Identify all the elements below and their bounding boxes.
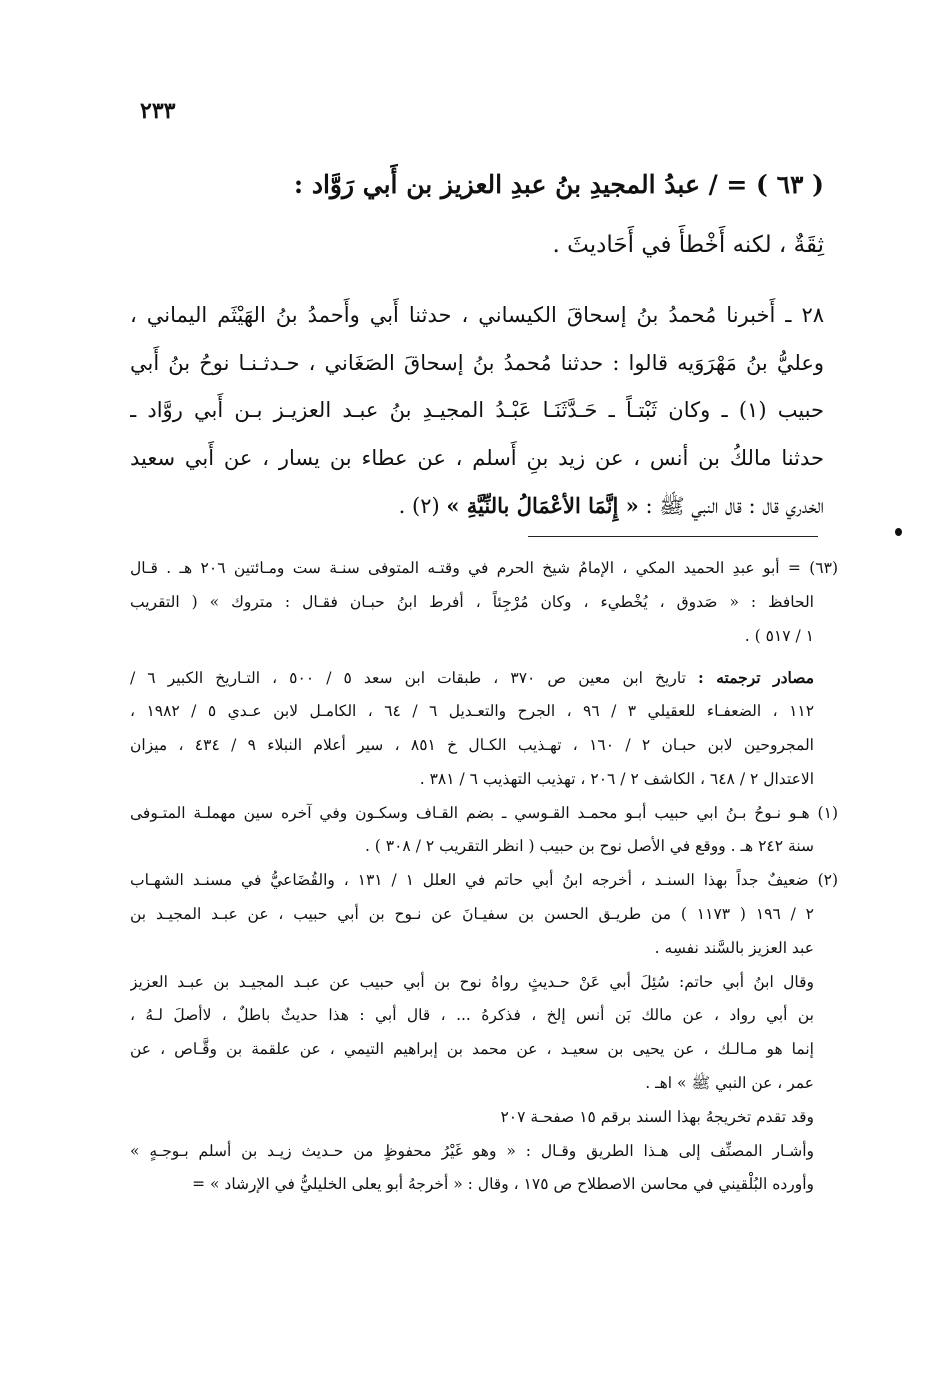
hadith-paragraph <box>130 292 824 530</box>
sources-line: المجروحين لابن حبـان ٢ / ١٦٠ ، تهـذيب الكـال خ ٨٥١ ، سير أعلام النبلاء ٩ / ٤٣٤ ، ميزان <box>130 735 814 754</box>
note-line: ١ / ٥١٧ ) . <box>744 626 814 645</box>
note2-line: ٢ / ١٩٦ ( ١١٧٣ ) من طريـق الحسن بن سفيـانَ عن نـوح بن أبي حبيب ، عن عبـد المجيـد بن <box>130 904 814 923</box>
paragraph-line: حبيب (١) ـ وكان ثَبْتـاً ـ حَـدَّثَنَـا عَبْـدُ المجيـدِ بنُ عبـد العزيـز بـن أَبي روَّاد ـ <box>130 398 824 422</box>
page-number: ٢٣٣ <box>140 98 176 124</box>
note2-line: عبد العزيز بالسَّند نفسِه . <box>654 938 814 957</box>
footnote-separator <box>528 536 818 537</box>
paragraph-line: حدثنا مالكُ بن أنس ، عن زيد بنِ أَسلم ، عن عطاء بن يسار ، عن أَبي سعيد <box>130 445 824 470</box>
footnote-ref: (٢) . <box>398 494 440 518</box>
note1-line: (١) هـو نـوحُ بـنُ ابي حبيب أبـو محمـد القـوسي ـ بضم القـاف وسكـون وفي آخره سين مهملـة المتـوفى <box>130 803 838 822</box>
footnotes <box>130 552 838 1202</box>
note2-line: إنما هو مـالـك ، عن يحيى بن سعيـد ، عن محمد بن إبراهيم التيمي ، عن علقمة بن وقَّـاص ، عن <box>130 1040 814 1059</box>
sources-label: مصادر ترجمته : <box>697 668 815 688</box>
entry-status: ثِقَةٌ ، لكنه أَخْطأَ في أَحَاديثَ . <box>552 232 824 258</box>
paragraph-last-line <box>130 482 824 530</box>
margin-mark <box>895 528 902 536</box>
sources-line <box>130 661 838 695</box>
note2-line: وأشـار المصنِّف إلى هـذا الطريق وقـال : « وهو غَيْرُ محفوظٍ من حـديث زيـد بن أسلم بـوجـهٍ » <box>130 1141 814 1160</box>
note1-line: سنة ٢٤٢ هـ . ووقع في الأصل نوح بن حبيب ( انظر التقريب ٢ / ٣٠٨ ) . <box>364 837 814 856</box>
paragraph-line: ٢٨ ـ أَخبرنا مُحمدُ بنُ إسحاقَ الكيساني ، حدثنا أَبي وأَحمدُ بنُ الهَيْثَم اليماني ، <box>130 303 824 327</box>
entry-heading: ( ٦٣ ) = / عبدُ المجيدِ بنُ عبدِ العزيز بن أَبي رَوَّاد : <box>293 170 824 199</box>
note2-line: (٢) ضعيفٌ جداً بهذا السنـد ، أخرجه ابنُ أبي حاتم في العلل ١ / ١٣١ ، والقُضَاعيُّ في مسنـد الشهـاب <box>130 871 838 890</box>
note2-line: وقد تقدم تخريجهُ بهذا السند برقم ١٥ صفحـة ٢٠٧ <box>500 1107 814 1126</box>
sources-text: تاريخ ابن معين ص ٣٧٠ ، طبقات ابن سعد ٥ / ٥٠٠ ، التـاريخ الكبير ٦ / <box>130 669 686 688</box>
note-line: (٦٣) = أبو عبدِ الحميد المكي ، الإمامُ شيخ الحرم في وقتـه المتوفى سنـة ست ومـائتين ٢٠٦ هـ . قـال <box>130 559 838 577</box>
note2-line: وقال ابنُ أبي حاتم: سُئِلَ أبي عَنْ حـديثٍ رواهُ نوح بن أبي حبيب عن عبـد المجيـد بن عبـد العزيز <box>130 972 814 991</box>
sources-line: الاعتدال ٢ / ٦٤٨ ، الكاشف ٢ / ٢٠٦ ، تهذيب التهذيب ٦ / ٣٨١ . <box>419 769 814 788</box>
note2-line: عمر ، عن النبي ﷺ » اهـ . <box>645 1073 814 1092</box>
note2-line: بن أبي رواد ، عن مالك بَن أنس إلخ ، فذكرهُ ... ، قال أبي : هذا حديثٌ باطلٌ ، لاأصلَ لـهُ ، <box>130 1006 814 1025</box>
note2-line: وأورده البُلْقيني في محاسن الاصطلاح ص ١٧٥ ، وقال : « أخرجهُ أبو يعلى الخليليُّ في الإرشاد » = <box>192 1175 814 1194</box>
paragraph-line: وعليُّ بنُ مَهْرَوَيه قالوا : حدثنا مُحمدُ بنُ إسحاقَ الصَغَاني ، حـدثـنـا نوحُ بنُ أَبي <box>130 350 824 375</box>
sources-line: ١١٢ ، الضعفـاء للعقيلي ٣ / ٩٦ ، الجرح والتعـديل ٦ / ٦٤ ، الكامـل لابن عـدي ٥ / ١٩٨٢ ، <box>130 702 815 721</box>
hadith-text: « إِنَّمَا الأعْمَالُ بالنِّيَّةِ » <box>446 493 639 518</box>
hadith-intro: الخدري قال : قال النبي ﷺ : <box>645 494 824 518</box>
note-line: الحافظ : « صَدوق ، يُخْطيء ، وكان مُرْجِئاً ، أفرط ابنُ حبـان فقـال : متروك » ( التقريب <box>130 592 814 611</box>
